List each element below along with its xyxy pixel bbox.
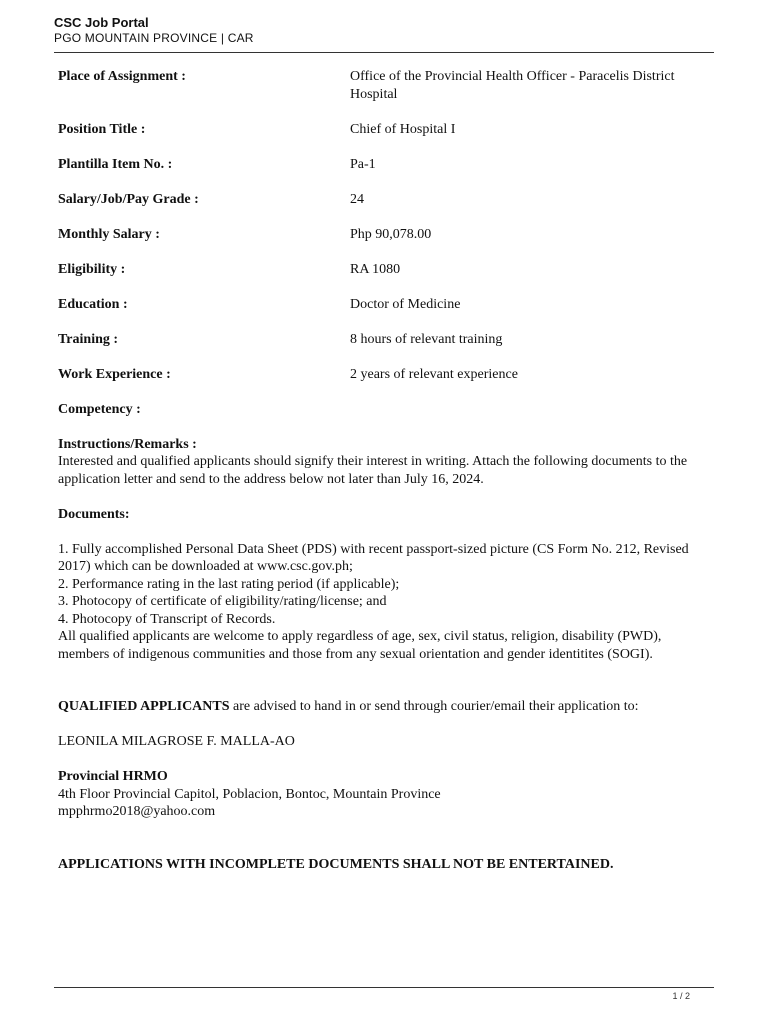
field-value: Chief of Hospital I	[350, 121, 456, 137]
qualified-applicants-emphasis: QUALIFIED APPLICANTS	[58, 699, 230, 714]
field-value: 24	[350, 191, 364, 207]
field-value: RA 1080	[350, 261, 401, 277]
header-divider	[54, 52, 714, 53]
field-row-place-of-assignment	[58, 68, 708, 103]
document-item: 1. Fully accomplished Personal Data Sheet (PDS) with recent passport-sized picture (CS Form No. 212, Revised 2017) which can be downloaded at www.csc.gov.ph;	[58, 541, 689, 574]
field-label: Monthly Salary :	[58, 226, 160, 242]
field-value: 8 hours of relevant training	[350, 331, 503, 347]
documents-list	[58, 541, 708, 629]
field-row-salary-grade	[58, 191, 708, 209]
field-row-monthly-salary	[58, 226, 708, 244]
footer-divider	[54, 987, 714, 988]
field-label: Training :	[58, 331, 119, 347]
page-number: 1 / 2	[672, 991, 690, 1001]
instructions-text: Interested and qualified applicants should signify their interest in writing. Attach the following documents to the application letter and send to the address below not later than July 16, 2024.	[58, 454, 688, 487]
field-row-competency	[58, 401, 708, 419]
field-label: Position Title :	[58, 121, 146, 137]
recipient-email: mpphrmo2018@yahoo.com	[58, 804, 216, 819]
documents-heading: Documents:	[58, 506, 130, 522]
instructions-heading: Instructions/Remarks :	[58, 436, 197, 452]
field-label: Salary/Job/Pay Grade :	[58, 191, 199, 207]
field-value	[350, 401, 708, 419]
field-label: Eligibility :	[58, 261, 126, 277]
field-value: 2 years of relevant experience	[350, 366, 518, 382]
field-label: Education :	[58, 296, 128, 312]
field-label: Plantilla Item No. :	[58, 156, 173, 172]
page-header	[54, 15, 714, 46]
submission-text: are advised to hand in or send through courier/email their application to:	[229, 699, 639, 714]
field-row-position-title	[58, 121, 708, 139]
field-row-eligibility	[58, 261, 708, 279]
inclusion-note: All qualified applicants are welcome to apply regardless of age, sex, civil status, religion, disability (PWD), members of indigenous communities and those from any sexual orientation and gender identitites (SOGI).	[58, 629, 662, 662]
portal-title: CSC Job Portal	[54, 15, 149, 30]
submission-instructions	[58, 698, 708, 716]
document-item: 3. Photocopy of certificate of eligibility/rating/license; and	[58, 594, 387, 609]
field-value: Office of the Provincial Health Officer - Paracelis District Hospital	[350, 69, 675, 102]
field-row-training	[58, 331, 708, 349]
recipient-name: LEONILA MILAGROSE F. MALLA-AO	[58, 734, 295, 749]
field-label: Competency :	[58, 401, 141, 417]
field-row-plantilla-item	[58, 156, 708, 174]
field-label: Work Experience :	[58, 366, 171, 382]
field-value: Php 90,078.00	[350, 226, 432, 242]
field-row-work-experience	[58, 366, 708, 384]
recipient-address: 4th Floor Provincial Capitol, Poblacion, Bontoc, Mountain Province	[58, 786, 441, 802]
field-row-education	[58, 296, 708, 314]
document-item: 4. Photocopy of Transcript of Records.	[58, 611, 276, 627]
field-value: Pa-1	[350, 156, 376, 172]
job-posting-body	[58, 68, 708, 873]
document-item: 2. Performance rating in the last rating period (if applicable);	[58, 576, 400, 592]
recipient-office: Provincial HRMO	[58, 769, 168, 784]
field-label: Place of Assignment :	[58, 69, 186, 84]
portal-subtitle: PGO MOUNTAIN PROVINCE | CAR	[54, 31, 254, 45]
field-value: Doctor of Medicine	[350, 296, 461, 312]
incomplete-documents-warning: APPLICATIONS WITH INCOMPLETE DOCUMENTS SHALL NOT BE ENTERTAINED.	[58, 856, 614, 872]
